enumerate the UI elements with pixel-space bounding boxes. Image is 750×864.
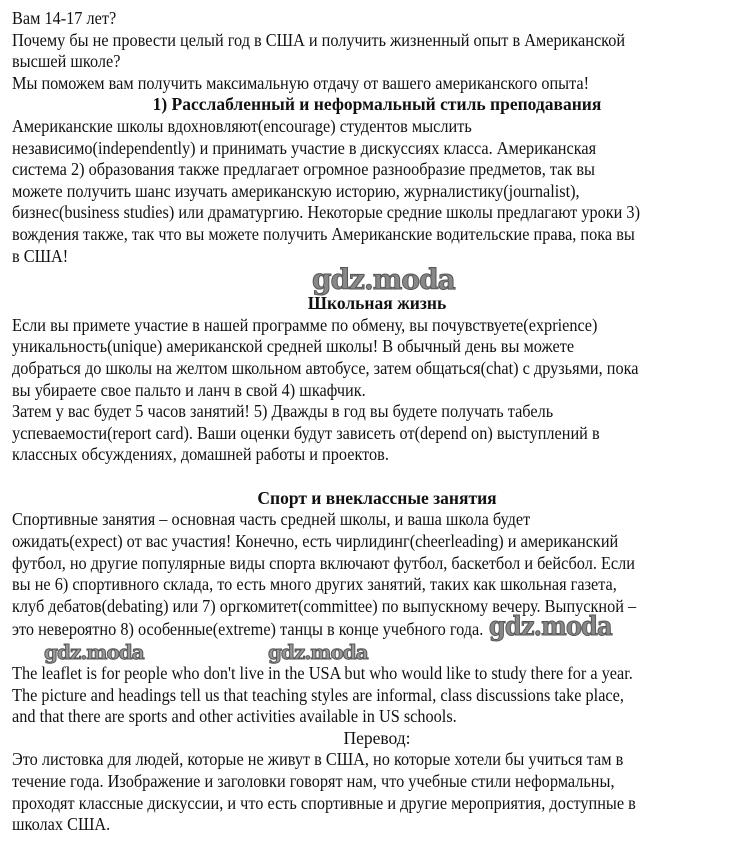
- paragraph-line: ожидать(expect) от вас участия! Конечно, есть чирлидинг(cheerleading) и американский: [12, 531, 619, 552]
- section-heading: Спорт и внеклассные занятия: [257, 487, 497, 508]
- watermark: gdz.moda: [488, 612, 612, 643]
- translation-line: школах США.: [12, 814, 111, 835]
- answer-line: and that there are sports and other activities available in US schools.: [12, 706, 457, 727]
- paragraph-line: классных обсуждениях, домашней работы и проектов.: [12, 444, 389, 465]
- watermark: gdz.moda: [312, 263, 455, 297]
- paragraph-line-with-watermark: [12, 612, 612, 643]
- paragraph-line: в США!: [12, 245, 69, 266]
- paragraph-line: Затем у вас будет 5 часов занятий! 5) Дважды в год вы будете получать табель: [12, 401, 554, 422]
- section-heading: 1) Расслабленный и неформальный стиль преподавания: [152, 94, 602, 115]
- paragraph-line: Американские школы вдохновляют(encourage) студентов мыслить: [12, 115, 472, 136]
- paragraph-line: вы убираете свое пальто и ланч в свой 4) шкафчик.: [12, 379, 366, 400]
- paragraph-line: уникальность(unique) американской средней школы! В обычный день вы можете: [12, 336, 575, 357]
- paragraph-line: клуб дебатов(debating) или 7) оргкомитет(committee) по выпускному вечеру. Выпускной –: [12, 595, 637, 616]
- paragraph-line-text: это невероятно 8) особенные(extreme) танцы в конце учебного года.: [12, 619, 484, 640]
- paragraph-line: система 2) образования также предлагает огромное разнообразие предметов, так вы: [12, 159, 595, 180]
- paragraph-line: бизнес(business studies) или драматургию. Некоторые средние школы предлагают уроки 3): [12, 202, 640, 223]
- answer-line: The picture and headings tell us that teaching styles are informal, class discussions take place,: [12, 684, 624, 705]
- translation-heading: Перевод:: [343, 727, 411, 748]
- watermark-row: [12, 641, 742, 663]
- document: [12, 8, 742, 836]
- intro-line: высшей школе?: [12, 51, 121, 72]
- paragraph-line: Если вы примете участие в нашей программе по обмену, вы почувствуете(exprience): [12, 314, 598, 335]
- watermark: gdz.moda: [268, 640, 368, 665]
- paragraph-line: Спортивные занятия – основная часть средней школы, и ваша школа будет: [12, 509, 531, 530]
- translation-line: течение года. Изображение и заголовки говорят нам, что учебные стили неформальны,: [12, 771, 615, 791]
- paragraph-line: футбол, но другие популярные виды спорта включают футбол, баскетбол и бейсбол. Если: [12, 552, 635, 573]
- intro-line: Вам 14-17 лет?: [12, 8, 117, 28]
- intro-line: Мы поможем вам получить максимальную отдачу от вашего американского опыта!: [12, 72, 590, 93]
- paragraph-line: независимо(independently) и принимать участие в дискуссиях класса. Американская: [12, 137, 597, 158]
- translation-line: проходят классные дискуссии, и что есть спортивные и другие мероприятия, доступные в: [12, 792, 636, 813]
- watermark: gdz.moda: [44, 640, 144, 665]
- intro-line: Почему бы не провести целый год в США и получить жизненный опыт в Американской: [12, 29, 626, 50]
- paragraph-line: можете получить шанс изучать американскую историю, журналистику(journalist),: [12, 180, 580, 201]
- section-heading: Школьная жизнь: [307, 293, 447, 314]
- paragraph-line: успеваемости(report card). Ваши оценки будут зависеть от(depend on) выступлений в: [12, 422, 600, 443]
- translation-line: Это листовка для людей, которые не живут в США, но которые хотели бы учиться там в: [12, 749, 624, 770]
- paragraph-line: вождения также, так что вы можете получить Американские водительские права, пока вы: [12, 223, 635, 244]
- paragraph-line: добраться до школы на желтом школьном автобусе, затем общаться(chat) с друзьями, пока: [12, 357, 639, 378]
- paragraph-line: вы не 6) спортивного склада, то есть много других занятий, таких как школьная газета,: [12, 574, 617, 595]
- answer-line: The leaflet is for people who don't live in the USA but who would like to study there for a year.: [12, 663, 633, 684]
